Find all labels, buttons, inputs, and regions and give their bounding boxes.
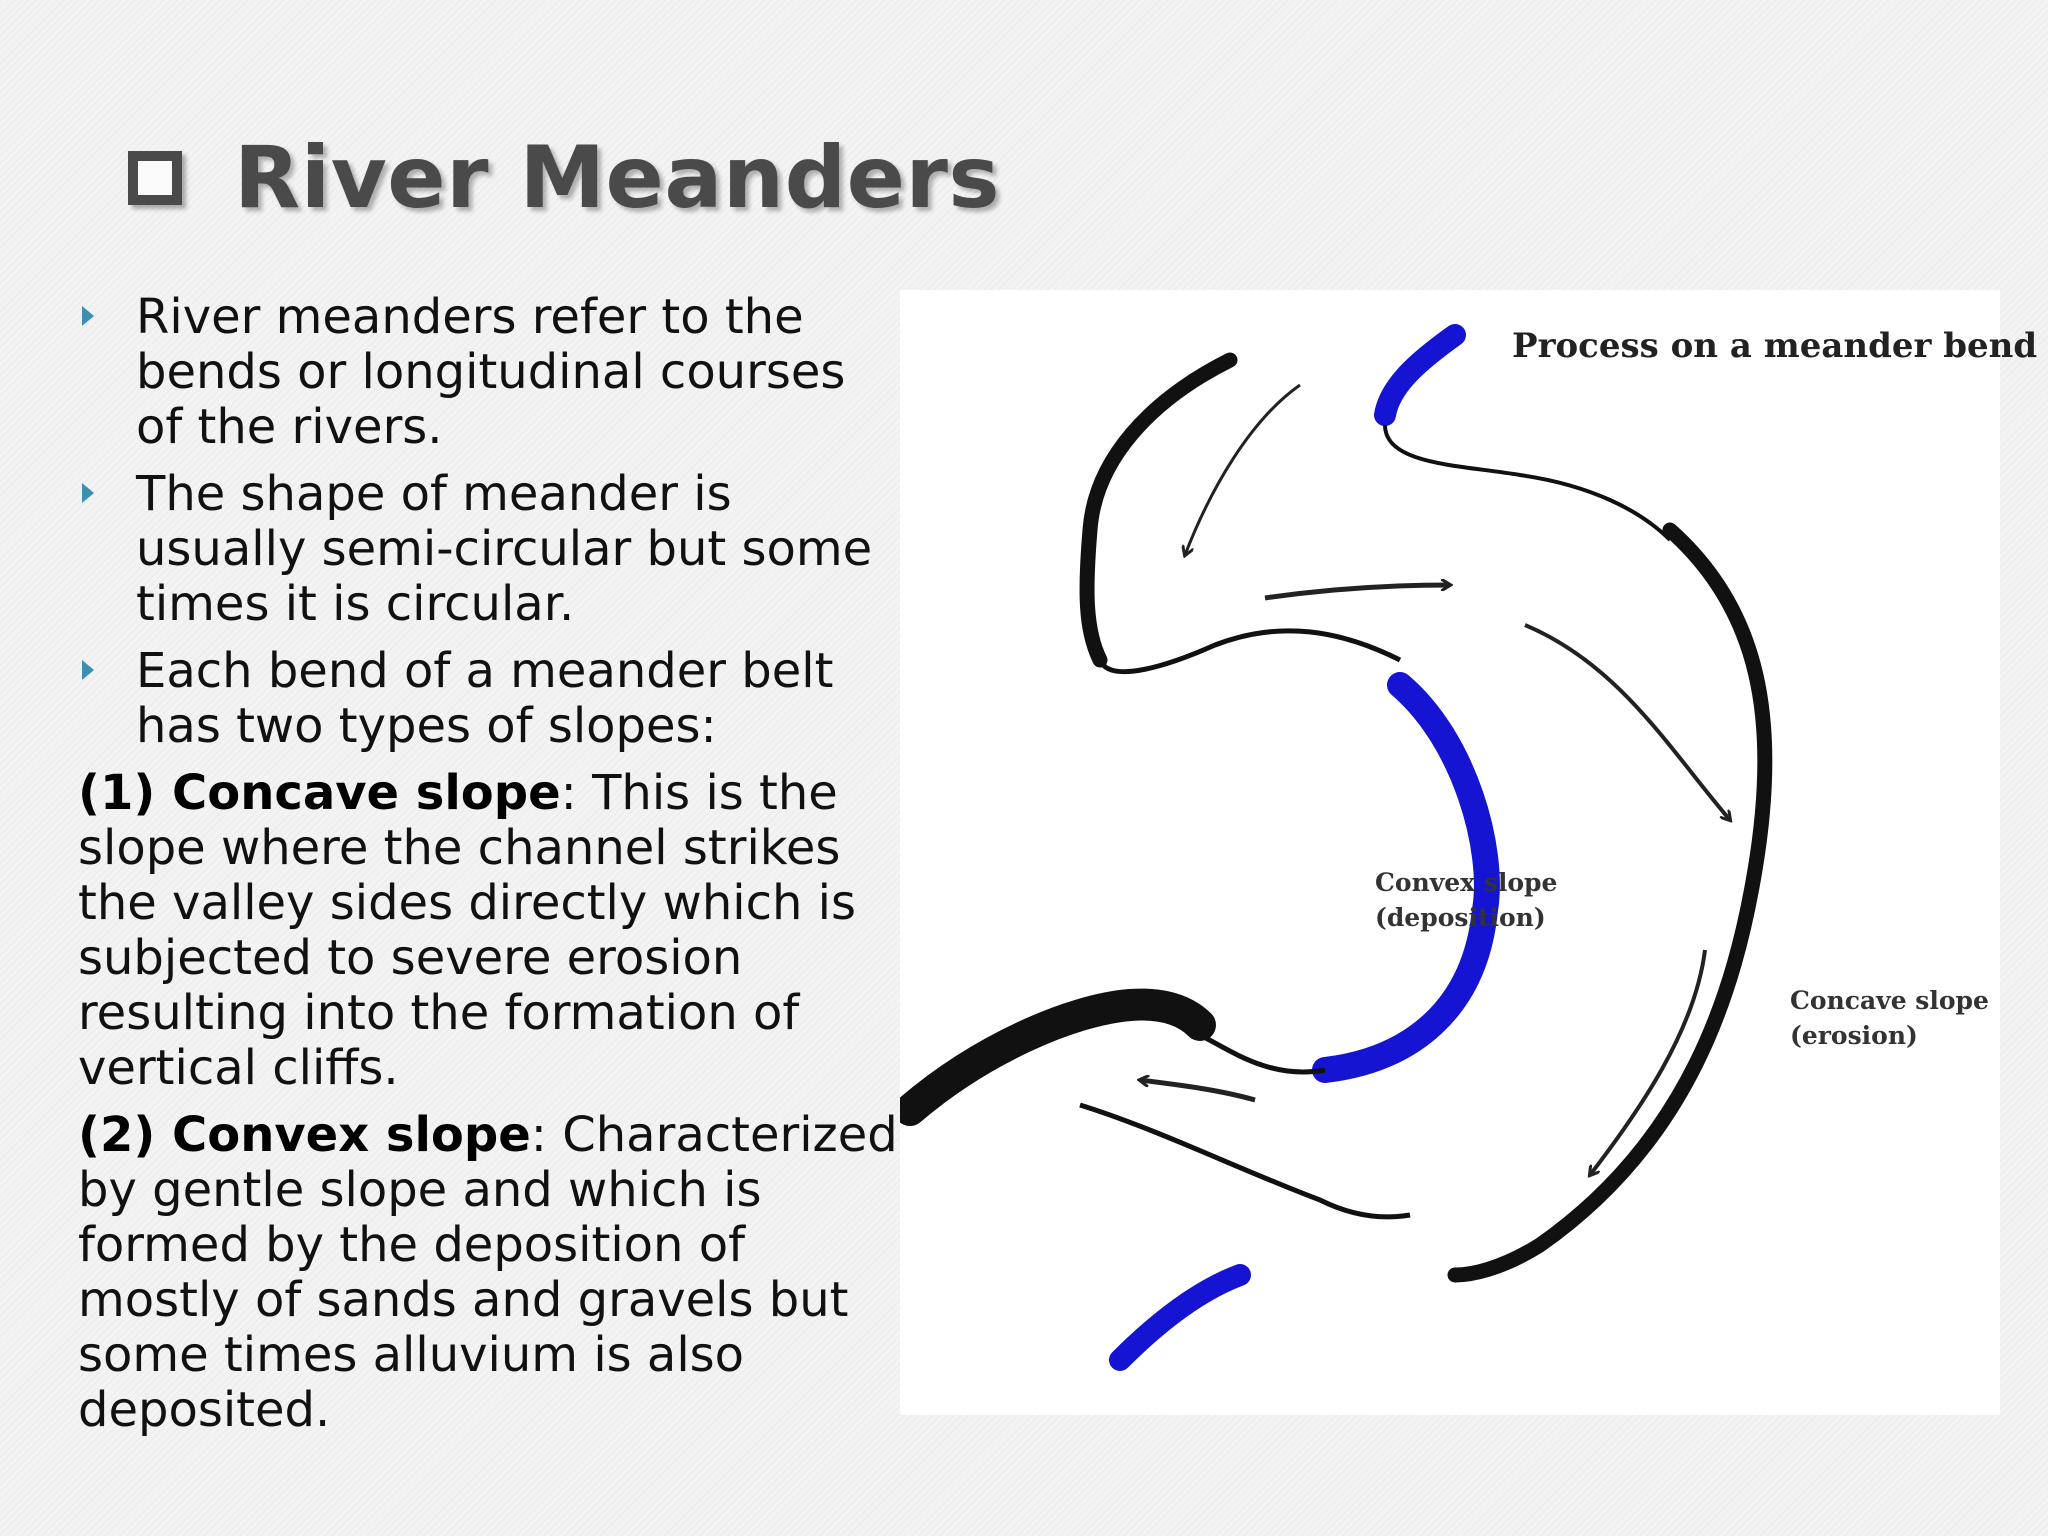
lower-bank-line: [1080, 1105, 1410, 1217]
diagram-title: Process on a meander bend: [1512, 326, 2038, 366]
concave-label-line: (erosion): [1790, 1021, 1918, 1050]
convex-slope-text: : Characterized by gentle slope and which is formed by the deposition of mostly of sands and gravels but some times alluvium is also deposited.: [78, 1107, 898, 1438]
upper-left-bank: [1087, 360, 1230, 660]
convex-slope-term: (2) Convex slope: [78, 1107, 531, 1163]
concave-slope-term: (1) Concave slope: [78, 765, 561, 821]
concave-slope-paragraph: [78, 766, 898, 1096]
page-title: River Meanders: [234, 128, 1001, 228]
slide-title: [128, 128, 1000, 228]
concave-slope-text: : This is the slope where the channel strikes the valley sides directly which is subjected to severe erosion resulting into the formation of vertical cliffs.: [78, 765, 856, 1096]
bullet-text: Each bend of a meander belt has two types of slopes:: [136, 643, 834, 754]
bullet-text: The shape of meander is usually semi-circular but some times it is circular.: [136, 466, 873, 632]
lower-inner-line: [1200, 1035, 1325, 1072]
checkbox-bullet-icon: [128, 151, 182, 205]
flow-arrow: [1140, 1080, 1255, 1100]
bullet-text: River meanders refer to the bends or longitudinal courses of the rivers.: [136, 289, 846, 455]
concave-slope-label: [1790, 983, 1989, 1053]
meander-diagram: [900, 290, 2038, 1415]
upper-right-bank-line: [1385, 425, 1670, 540]
bullet-item: [78, 644, 898, 754]
convex-label-line: (deposition): [1375, 903, 1546, 932]
concave-label-line: Concave slope: [1790, 986, 1989, 1015]
triangle-bullet-icon: [82, 660, 94, 680]
triangle-bullet-icon: [82, 306, 94, 326]
bullet-item: [78, 467, 898, 632]
flow-arrow: [1265, 585, 1450, 598]
convex-label-line: Convex slope: [1375, 868, 1558, 897]
lower-left-bank: [910, 1005, 1200, 1110]
text-column: [78, 290, 898, 1450]
convex-slope-label: [1375, 865, 1557, 935]
upper-deposition-bank: [1385, 335, 1455, 415]
meander-drawing: [900, 290, 2000, 1415]
inner-bank-line: [1100, 631, 1400, 672]
triangle-bullet-icon: [82, 483, 94, 503]
convex-slope-paragraph: [78, 1108, 898, 1438]
flow-arrow: [1525, 625, 1730, 820]
lower-deposition-bank: [1120, 1275, 1240, 1360]
flow-arrow: [1185, 385, 1300, 555]
bullet-item: [78, 290, 898, 455]
